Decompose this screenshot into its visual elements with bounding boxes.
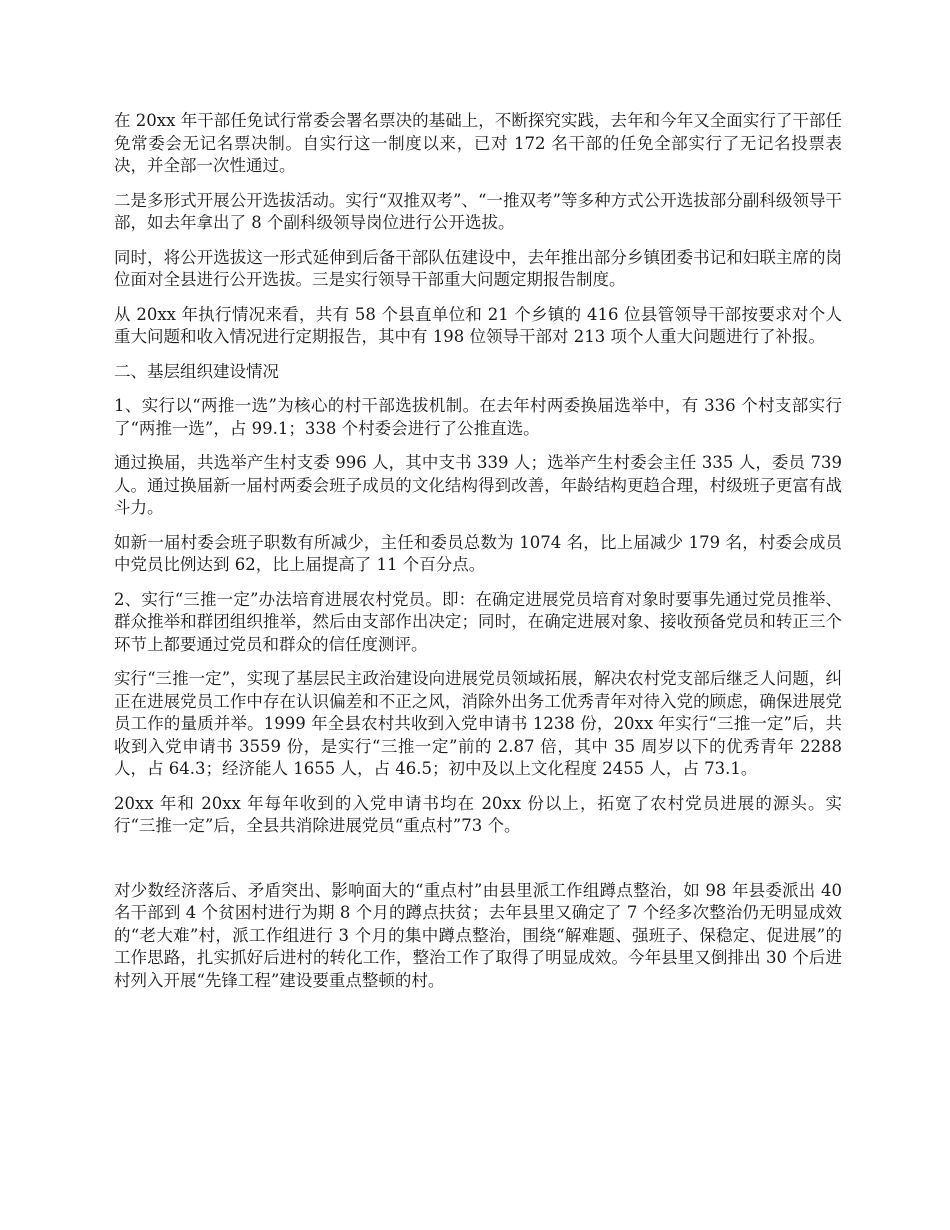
paragraph-public-selection: 二是多形式开展公开选拔活动。实行“双推双考”、“一推双考”等多种方式公开选拔部分副科级领导干部，如去年拿出了 8 个副科级领导岗位进行公开选拔。 — [114, 190, 842, 232]
section-heading-grassroots: 二、基层组织建设情况 — [114, 361, 279, 381]
paragraph-three-recommend-one-decide: 2、实行“三推一定”办法培育进展农村党员。即：在确定进展党员培育对象时要事先通过党员推举、群众推举和群团组织推举，然后由支部作出决定；同时，在确定进展对象、接收预备党员和转正三个环节上都要通过党员和群众的信任度测评。 — [114, 589, 842, 654]
document-body — [114, 110, 842, 1004]
paragraph-report-execution: 从 20xx 年执行情况来看，共有 58 个县直单位和 21 个乡镇的 416 位县管领导干部按要求对个人重大问题和收入情况进行定期报告，其中有 198 位领导干部对 213 项个人重大问题进行了补报。 — [114, 304, 842, 346]
paragraph-election-results: 通过换届，共选举产生村支委 996 人，其中支书 339 人；选举产生村委会主任 335 人，委员 739 人。通过换届新一届村两委会班子成员的文化结构得到改善，年龄结构更趋合理，村级班子更富有战斗力。 — [114, 453, 842, 517]
paragraph-reserve-cadres: 同时，将公开选拔这一形式延伸到后备干部队伍建设中，去年推出部分乡镇团委书记和妇联主席的岗位面对全县进行公开选拔。三是实行领导干部重大问题定期报告制度。 — [114, 247, 842, 289]
paragraph-party-applications: 实行“三推一定”，实现了基层民主政治建设向进展党员领域拓展，解决农村党支部后继乏人问题，纠正在进展党员工作中存在认识偏差和不正之风，消除外出务工优秀青年对待入党的顾虑，确保进展党员工作的量质并举。1999 年全县农村共收到入党申请书 1238 份，20xx 年实行“三推一定”后，共收到入党申请书 3559 份，是实行“三推一定”前的 2.87 倍，其中 35 周岁以下的优秀青年 2288 人，占 64.3；经济能人 1655 人，占 46.5；初中及以上文化程度 2455 人，占 73.1。 — [114, 669, 842, 778]
paragraph-two-recommend-one-elect: 1、实行以“两推一选”为核心的村干部选拔机制。在去年村两委换届选举中，有 336 个村支部实行了“两推一选”，占 99.1；338 个村委会进行了公推直选。 — [114, 396, 842, 438]
paragraph-key-villages: 对少数经济落后、矛盾突出、影响面大的“重点村”由县里派工作组蹲点整治，如 98 年县委派出 40 名干部到 4 个贫困村进行为期 8 个月的蹲点扶贫；去年县里又确定了 7 个经多次整治仍无明显成效的“老大难”村，派工作组进行 3 个月的集中蹲点整治，围绕“解难题、强班子、保稳定、促进展”的工作思路，扎实抓好后进村的转化工作，整治工作了取得了明显成效。今年县里又倒排出 30 个后进村列入开展“先锋工程”建设要重点整顿的村。 — [114, 880, 842, 990]
paragraph-application-growth: 20xx 年和 20xx 年每年收到的入党申请书均在 20xx 份以上，拓宽了农村党员进展的源头。实行“三推一定”后，全县共消除进展党员“重点村”73 个。 — [114, 793, 842, 835]
paragraph-cadre-vote: 在 20xx 年干部任免试行常委会署名票决的基础上，不断探究实践，去年和今年又全面实行了干部任免常委会无记名票决制。自实行这一制度以来，已对 172 名干部的任免全部实行了无记名投票表决，并全部一次性通过。 — [114, 111, 842, 175]
paragraph-committee-size: 如新一届村委会班子职数有所减少，主任和委员总数为 1074 名，比上届减少 179 名，村委会成员中党员比例达到 62，比上届提高了 11 个百分点。 — [114, 532, 842, 574]
